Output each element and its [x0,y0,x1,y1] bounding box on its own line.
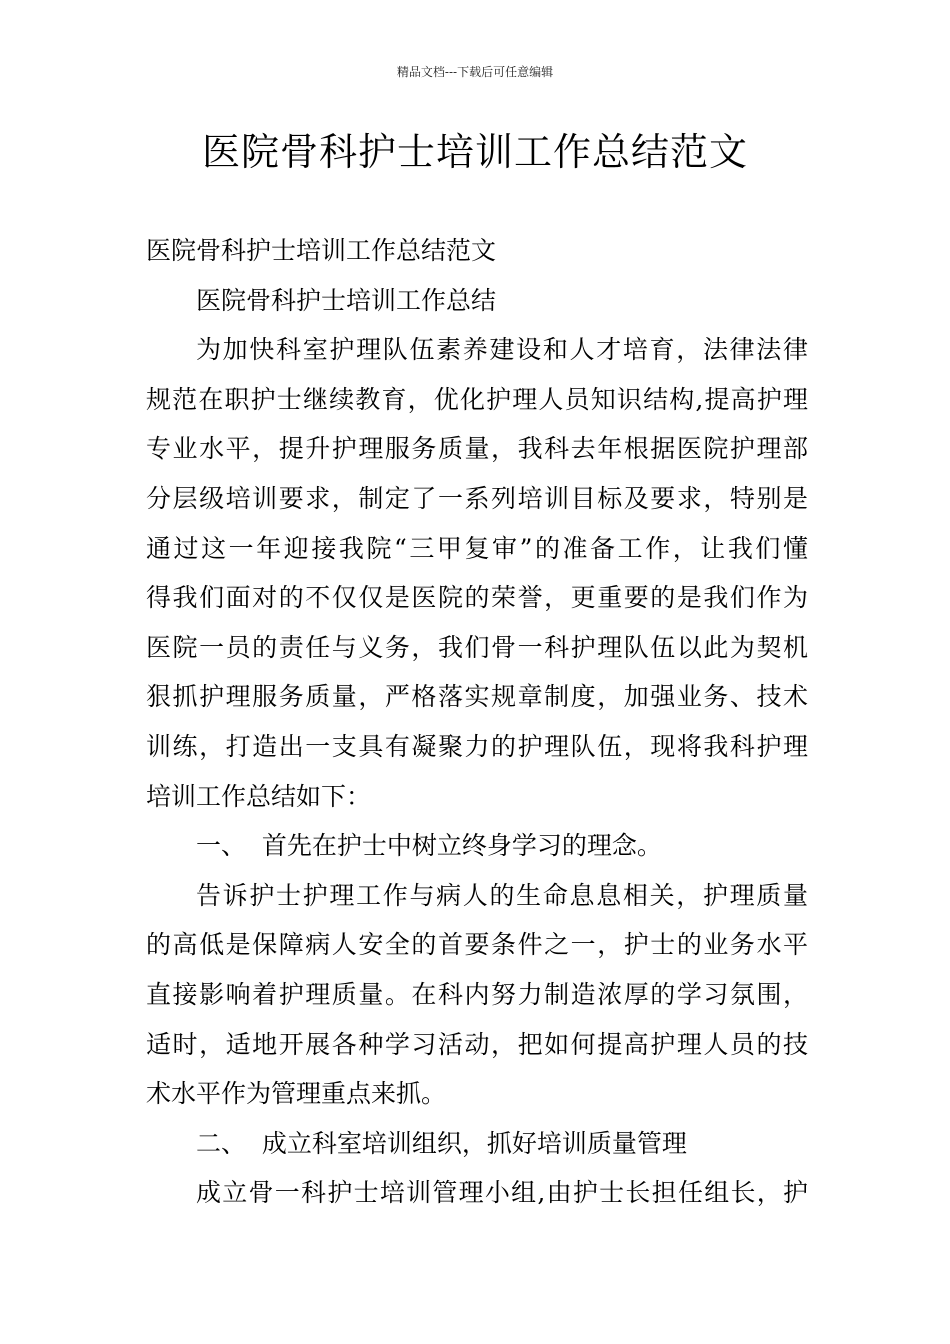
paragraph-line: 培训工作总结如下： [146,781,372,811]
paragraph-1 [146,325,808,821]
heading-1: 一、 首先在护士中树立终身学习的理念。 [196,831,662,861]
document-title: 医院骨科护士培训工作总结范文 [201,130,748,174]
paragraph-line: 为加快科室护理队伍素养建设和人才培育，法律法律 [196,335,808,365]
heading-2: 二、 成立科室培训组织，抓好培训质量管理 [196,1128,687,1158]
paragraph-line: 告诉护士护理工作与病人的生命息息相关，护理质量 [196,880,808,910]
paragraph-line: 适时，适地开展各种学习活动，把如何提高护理人员的技 [146,1029,808,1059]
paragraph-line: 术水平作为管理重点来抓。 [146,1079,447,1109]
paragraph-2 [146,871,808,1119]
document-subtitle: 医院骨科护士培训工作总结范文 [146,236,497,265]
paragraph-3 [146,1168,808,1218]
paragraph-line: 得我们面对的不仅仅是医院的荣誉，更重要的是我们作为 [146,583,808,613]
document-body [146,226,808,1218]
paragraph-line: 通过这一年迎接我院“三甲复审”的准备工作，让我们懂 [146,533,808,563]
paragraph-line: 狠抓护理服务质量，严格落实规章制度，加强业务、技术 [146,682,808,712]
section-title: 医院骨科护士培训工作总结 [196,285,497,315]
paragraph-line: 训练，打造出一支具有凝聚力的护理队伍，现将我科护理 [146,731,808,761]
paragraph-line: 规范在职护士继续教育，优化护理人员知识结构,提高护理 [146,384,808,414]
paragraph-line: 成立骨一科护士培训管理小组,由护士长担任组长，护 [196,1178,808,1208]
paragraph-line: 直接影响着护理质量。在科内努力制造浓厚的学习氛围， [146,979,808,1009]
paragraph-line: 的高低是保障病人安全的首要条件之一，护士的业务水平 [146,930,808,960]
page-header-note: 精品文档---下载后可任意编辑 [396,65,554,79]
paragraph-line: 分层级培训要求，制定了一系列培训目标及要求，特别是 [146,483,808,513]
paragraph-line: 专业水平，提升护理服务质量，我科去年根据医院护理部 [146,434,808,464]
paragraph-line: 医院一员的责任与义务，我们骨一科护理队伍以此为契机 [146,632,808,662]
